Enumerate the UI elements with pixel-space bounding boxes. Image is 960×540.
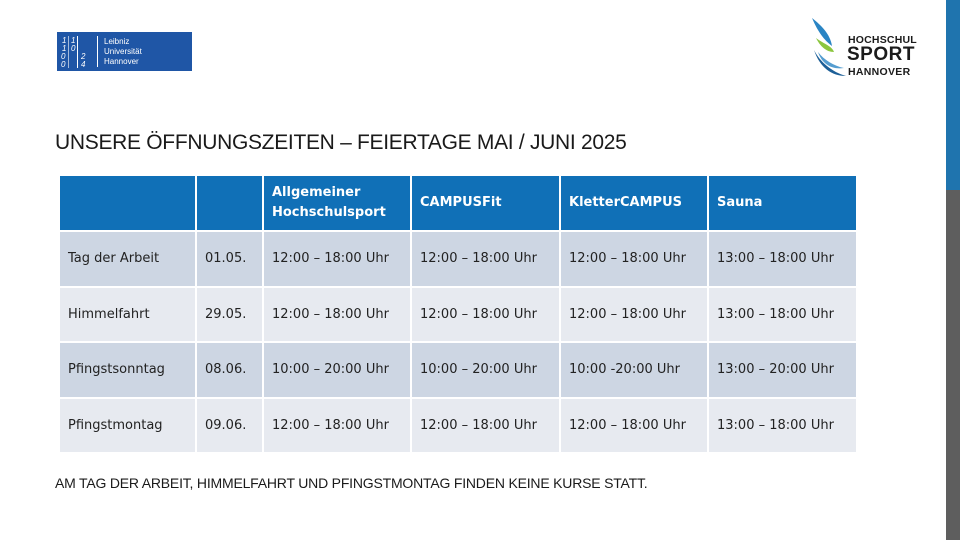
table-header-row bbox=[59, 175, 857, 231]
cell-date: 09.06. bbox=[196, 398, 263, 454]
cell-hours: 12:00 – 18:00 Uhr bbox=[560, 398, 708, 454]
cell-hours: 12:00 – 18:00 Uhr bbox=[411, 398, 560, 454]
leibniz-word-2: Hannover bbox=[104, 56, 139, 66]
hochschulsport-line1: HOCHSCHUL bbox=[848, 34, 917, 46]
header-cell-date bbox=[196, 175, 263, 231]
mark-digit-3: 4 bbox=[81, 60, 86, 69]
hochschulsport-line2: SPORT bbox=[847, 44, 915, 65]
hochschulsport-swoosh-icon bbox=[810, 16, 848, 78]
cell-hours: 12:00 – 18:00 Uhr bbox=[411, 287, 560, 343]
cell-hours: 12:00 – 18:00 Uhr bbox=[411, 231, 560, 287]
leibniz-word-1: Universität bbox=[104, 46, 142, 56]
header-cell-holiday bbox=[59, 175, 196, 231]
cell-hours: 12:00 – 18:00 Uhr bbox=[560, 287, 708, 343]
cell-hours: 12:00 – 18:00 Uhr bbox=[560, 231, 708, 287]
hochschulsport-logo bbox=[810, 16, 925, 78]
cell-hours: 13:00 – 18:00 Uhr bbox=[708, 231, 857, 287]
cell-date: 29.05. bbox=[196, 287, 263, 343]
cell-date: 01.05. bbox=[196, 231, 263, 287]
leibniz-wordmark bbox=[104, 37, 142, 67]
table-row bbox=[59, 398, 857, 454]
slide-edge-bar bbox=[946, 0, 960, 540]
cell-holiday: Himmelfahrt bbox=[59, 287, 196, 343]
hochschulsport-line3: HANNOVER bbox=[848, 66, 911, 78]
cell-hours: 13:00 – 18:00 Uhr bbox=[708, 398, 857, 454]
cell-hours: 13:00 – 18:00 Uhr bbox=[708, 287, 857, 343]
closure-note: AM TAG DER ARBEIT, HIMMELFAHRT UND PFINGSTMONTAG FINDEN KEINE KURSE STATT. bbox=[55, 475, 648, 491]
header-cell-allgemeiner-hochschulsport bbox=[263, 175, 411, 231]
cell-hours: 12:00 – 18:00 Uhr bbox=[263, 398, 411, 454]
cell-holiday: Pfingstsonntag bbox=[59, 342, 196, 398]
cell-hours: 13:00 – 20:00 Uhr bbox=[708, 342, 857, 398]
header-label: Allgemeiner Hochschulsport bbox=[272, 185, 386, 220]
header-cell-campusfit: CAMPUSFit bbox=[411, 175, 560, 231]
leibniz-logo bbox=[57, 32, 192, 71]
mark-digit-0: 1 bbox=[71, 36, 76, 45]
cell-holiday: Pfingstmontag bbox=[59, 398, 196, 454]
cell-hours: 12:00 – 18:00 Uhr bbox=[263, 287, 411, 343]
header-cell-klettercampus: KletterCAMPUS bbox=[560, 175, 708, 231]
table-row bbox=[59, 342, 857, 398]
leibniz-divider bbox=[97, 36, 98, 67]
mark-left-0: 1 bbox=[62, 36, 67, 45]
slide-edge-accent bbox=[946, 0, 960, 190]
cell-hours: 12:00 – 18:00 Uhr bbox=[263, 231, 411, 287]
table-row bbox=[59, 287, 857, 343]
cell-hours: 10:00 – 20:00 Uhr bbox=[263, 342, 411, 398]
leibniz-mark-icon bbox=[57, 32, 97, 71]
cell-holiday: Tag der Arbeit bbox=[59, 231, 196, 287]
mark-left-2: 0 bbox=[61, 52, 66, 61]
cell-hours: 10:00 – 20:00 Uhr bbox=[411, 342, 560, 398]
cell-hours: 10:00 -20:00 Uhr bbox=[560, 342, 708, 398]
mark-left-3: 0 bbox=[61, 60, 66, 69]
table-row bbox=[59, 231, 857, 287]
mark-digit-1: 0 bbox=[71, 44, 76, 53]
page-title: UNSERE ÖFFNUNGSZEITEN – FEIERTAGE MAI / JUNI 2025 bbox=[55, 131, 627, 154]
mark-digit-2: 2 bbox=[81, 52, 86, 61]
header-cell-sauna: Sauna bbox=[708, 175, 857, 231]
leibniz-word-0: Leibniz bbox=[104, 36, 130, 46]
mark-left-1: 1 bbox=[62, 44, 67, 53]
opening-hours-table bbox=[58, 174, 858, 454]
cell-date: 08.06. bbox=[196, 342, 263, 398]
